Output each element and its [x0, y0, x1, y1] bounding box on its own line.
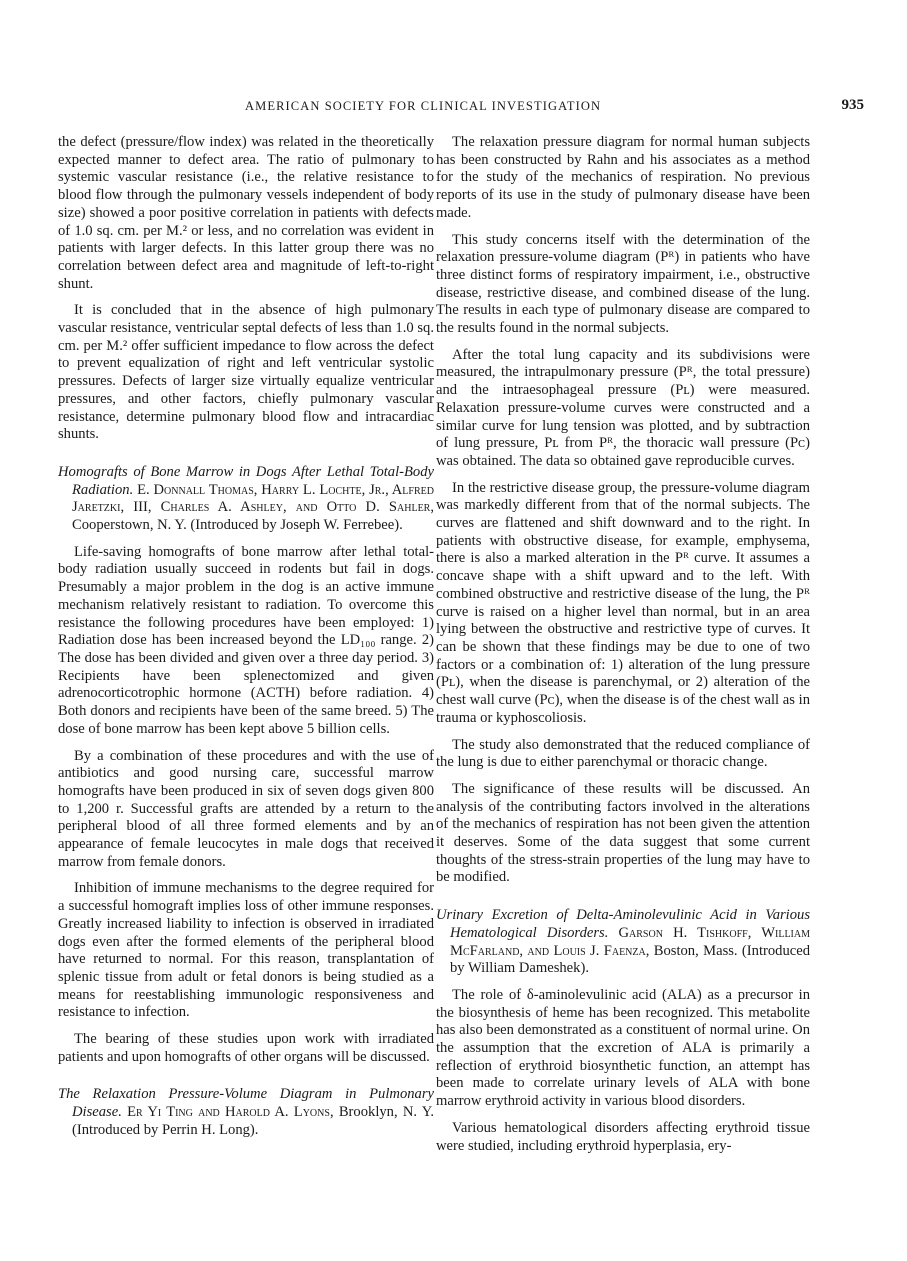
abstract-title: Homografts of Bone Marrow in Dogs After Lethal Total-Body Radiation. — [58, 463, 434, 498]
abstract-authors: E. Donnall Thomas, Harry L. Lochte, Jr., Alfred Jaretzki, III, Charles A. Ashley, and Otto D. Sahler, — [72, 481, 434, 516]
abstract-location: Cooperstown, N. Y. (Introduced by Joseph W. Ferrebee). — [72, 517, 403, 534]
body-paragraph: Various hematological disorders affecting erythroid tissue were studied, including erythroid hyperplasia, ery- — [436, 1119, 810, 1154]
abstract-heading-relaxation — [58, 1086, 434, 1139]
abstract-location: Brooklyn, N. Y. (Introduced by Perrin H. Long). — [72, 1104, 435, 1138]
body-paragraph: Life-saving homografts of bone marrow after lethal total-body radiation usually succeed in rodents but fail in dogs. Presumably a major problem in the dog is an active immune mechanism relatively resistant to radiation. To overcome this resistance the following procedures have been employed: 1) Radiation dose has been increased beyond the LD₁₀₀ range. 2) The dose has been divided and given over a three day period. 3) Recipients have been splenectomized and given adrenocorticotrophic hormone (ACTH) before radiation. 4) Both donors and recipients have been of the same breed. 5) The dose of bone marrow has been kept above 5 billion cells. — [58, 543, 434, 737]
left-column — [58, 134, 434, 1149]
abstract-heading-homografts — [58, 464, 434, 535]
abstract-location: Boston, Mass. (Introduced by William Dameshek). — [450, 942, 810, 977]
page-header — [58, 97, 868, 121]
body-paragraph: By a combination of these procedures and with the use of antibiotics and good nursing care, successful marrow homografts have been produced in six of seven dogs given 800 to 1,200 r. Successful grafts are attended by a return to the peripheral blood of all three formed elements and by an appearance of female leucocytes in male dogs that received marrow from female donors. — [58, 747, 434, 870]
abstract-title: The Relaxation Pressure-Volume Diagram in Pulmonary Disease. — [58, 1086, 434, 1121]
abstract-authors: Er Yi Ting and Harold A. Lyons, — [127, 1104, 334, 1121]
body-paragraph: This study concerns itself with the determination of the relaxation pressure-volume diagram (Pᴿ) in patients who have three distinct forms of respiratory impairment, i.e., obstructive disease, restrictive disease, and combined disease of the lung. The results in each type of pulmonary disease are compared to the results found in the normal subjects. — [436, 231, 810, 337]
body-paragraph: In the restrictive disease group, the pressure-volume diagram was markedly different from that of the normal subjects. The curves are flattened and shift downward and to the right. In patients with obstructive disease, for example, emphysema, there is also a marked alteration in the Pᴿ curve. It assumes a concave shape with a shift upward and to the left. With combined obstructive and restrictive disease of the lung, the Pᴿ curve is raised on a higher level than normal, but in an area lying between the obstructive and restrictive type of curves. It can be shown that these findings may be due to one of two factors or a combination of: 1) alteration of the lung pressure (Pʟ), when the disease is parenchymal, or 2) alteration of the chest wall curve (Pᴄ), when the disease is of the chest wall as in trauma or kyphoscoliosis. — [436, 479, 810, 726]
body-paragraph: Inhibition of immune mechanisms to the degree required for a successful homograft implies loss of other immune responses. Greatly increased liability to infection is observed in irradiated dogs even after the formed elements of the peripheral blood have returned to normal. For this reason, transplantation of splenic tissue from adult or fetal donors is being studied as a means for reestablishing immunologic responsiveness and resistance to infection. — [58, 880, 434, 1021]
body-paragraph: The role of δ-aminolevulinic acid (ALA) as a precursor in the biosynthesis of heme has been recognized. This metabolite has also been demonstrated as a constituent of normal urine. On the assumption that the excretion of ALA is primarily a reflection of erythroid biosynthetic function, an attempt has been made to correlate urinary levels of ALA with bone marrow erythroid activity in various blood disorders. — [436, 986, 810, 1110]
page-number: 935 — [841, 97, 864, 113]
abstract-authors: Garson H. Tishkoff, William McFarland, and Louis J. Faenza, — [450, 924, 810, 959]
running-head: AMERICAN SOCIETY FOR CLINICAL INVESTIGATION — [245, 99, 602, 113]
abstract-title: Urinary Excretion of Delta-Aminolevulinic Acid in Various Hematological Disorders. — [436, 907, 810, 941]
abstract-heading-ala — [436, 907, 810, 978]
conclusion-paragraph: It is concluded that in the absence of high pulmonary vascular resistance, ventricular septal defects of less than 1.0 sq. cm. per M.² offer sufficient impedance to flow across the defect to prevent equalization of right and left ventricular systolic pressures. Defects of larger size virtually equalize ventricular pressures, and other factors, chiefly pulmonary vascular resistance, determine pulmonary blood flow and intracardiac shunts. — [58, 302, 434, 443]
body-paragraph: After the total lung capacity and its subdivisions were measured, the intrapulmonary pressure (Pᴿ, the total pressure) and the intraesophageal pressure (Pʟ) were measured. Relaxation pressure-volume curves were constructed and a similar curve for lung tension was plotted, and by subtraction of lung pressure, Pʟ from Pᴿ, the thoracic wall pressure (Pᴄ) was obtained. The data so obtained gave reproducible curves. — [436, 346, 810, 469]
body-paragraph: The relaxation pressure diagram for normal human subjects has been constructed by Rahn and his associates as a method for the study of the mechanics of respiration. No previous reports of its use in the study of pulmonary disease have been made. — [436, 134, 810, 221]
right-column — [436, 134, 810, 1155]
continuation-paragraph: the defect (pressure/flow index) was related in the theoretically expected manner to defect area. The ratio of pulmonary to systemic vascular resistance (i.e., the relative resistance to blood flow through the pulmonary vessels independent of body size) showed a poor positive correlation in patients with defects of 1.0 sq. cm. per M.² or less, and no correlation was evident in patients with larger defects. In this latter group there was no correlation between defect area and magnitude of left-to-right shunt. — [58, 134, 434, 292]
body-paragraph: The study also demonstrated that the reduced compliance of the lung is due to either parenchymal or thoracic change. — [436, 736, 810, 771]
body-paragraph: The bearing of these studies upon work with irradiated patients and upon homografts of other organs will be discussed. — [58, 1031, 434, 1065]
body-paragraph: The significance of these results will be discussed. An analysis of the contributing factors involved in the alterations of the mechanics of respiration has not been given the attention it deserves. Some of the data suggest that some current thoughts of the stress-strain properties of the lung may have to be modified. — [436, 780, 810, 886]
